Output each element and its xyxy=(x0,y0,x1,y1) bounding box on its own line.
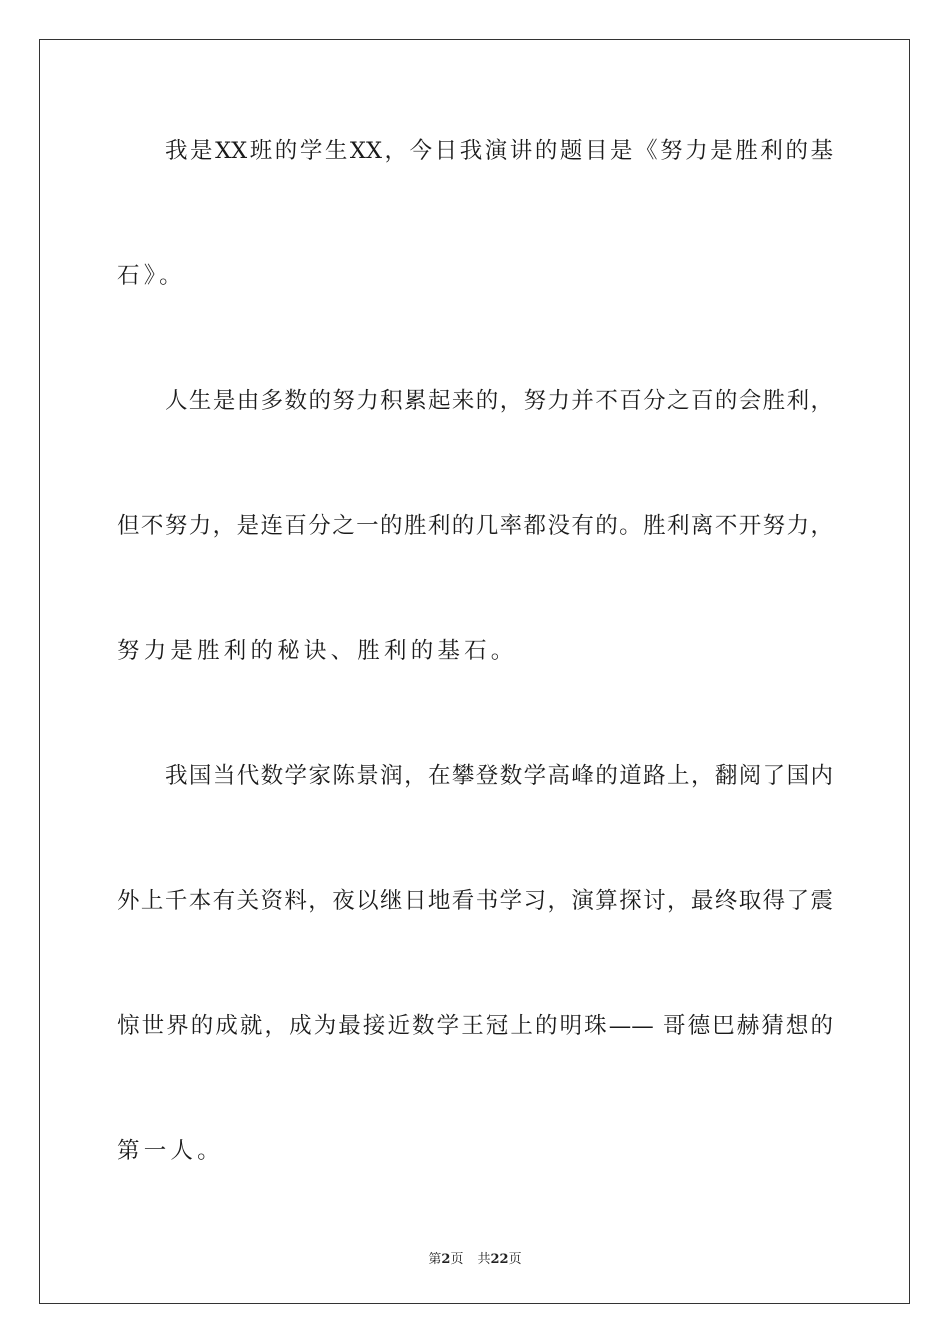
paragraph-1-line-2: 石》。 xyxy=(117,263,186,289)
page-frame xyxy=(39,39,910,1304)
footer-total-prefix: 共 xyxy=(477,1252,491,1267)
footer-page-number: 2 xyxy=(441,1252,451,1267)
paragraph-3-line-4: 第一人。 xyxy=(117,1138,224,1164)
page-footer xyxy=(0,1248,950,1267)
paragraph-2-line-1: 人生是由多数的努力积累起来的，努力并不百分之百的会胜利， xyxy=(165,388,833,414)
paragraph-3-line-2: 外上千本有关资料，夜以继日地看书学习，演算探讨，最终取得了震 xyxy=(117,888,833,914)
paragraph-2-line-2: 但不努力，是连百分之一的胜利的几率都没有的。胜利离不开努力， xyxy=(117,513,833,539)
footer-page-suffix: 页 xyxy=(450,1252,464,1267)
paragraph-1-line-1: 我是XX班的学生XX，今日我演讲的题目是《努力是胜利的基 xyxy=(165,138,833,164)
paragraph-2-line-3: 努力是胜利的秘诀、胜利的基石。 xyxy=(117,638,518,664)
footer-total-suffix: 页 xyxy=(508,1252,522,1267)
paragraph-3-line-3: 惊世界的成就，成为最接近数学王冠上的明珠—— 哥德巴赫猜想的 xyxy=(117,1013,833,1039)
footer-total-pages: 22 xyxy=(490,1252,509,1267)
paragraph-3-line-1: 我国当代数学家陈景润，在攀登数学高峰的道路上，翻阅了国内 xyxy=(165,763,833,789)
footer-page-prefix: 第 xyxy=(428,1252,442,1267)
